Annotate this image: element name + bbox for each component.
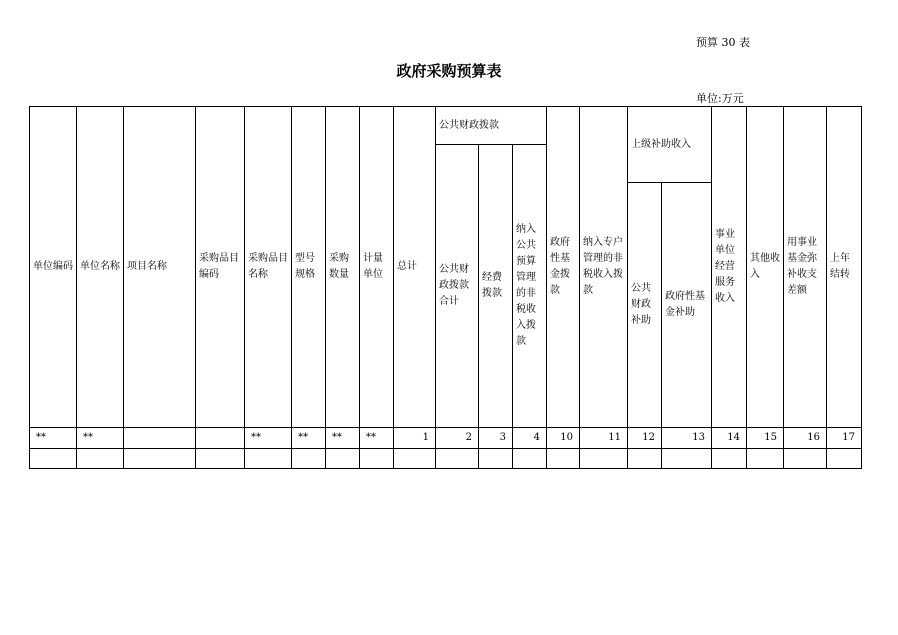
empty-cell [580, 449, 628, 469]
empty-cell [30, 449, 77, 469]
header-spec: 型号规格 [292, 107, 326, 428]
empty-cell [326, 449, 360, 469]
empty-cell [784, 449, 827, 469]
header-qty: 采购数量 [326, 107, 360, 428]
empty-cell [292, 449, 326, 469]
header-other-income: 其他收入 [747, 107, 784, 428]
index-cell [196, 428, 245, 449]
index-cell: 2 [436, 428, 479, 449]
index-cell: 11 [580, 428, 628, 449]
empty-cell [394, 449, 436, 469]
index-cell: ** [360, 428, 394, 449]
index-cell: 1 [394, 428, 436, 449]
header-non-tax: 纳入公共预算管理的非税收入拨款 [513, 145, 547, 428]
empty-cell [513, 449, 547, 469]
empty-cell [360, 449, 394, 469]
empty-cell [712, 449, 747, 469]
index-cell: 12 [628, 428, 662, 449]
header-upper-subsidy: 上级补助收入 [628, 107, 712, 183]
empty-cell [547, 449, 580, 469]
index-cell: 14 [712, 428, 747, 449]
index-cell: 15 [747, 428, 784, 449]
header-project-name: 项目名称 [124, 107, 196, 428]
table-row-empty [30, 449, 862, 469]
index-cell: ** [292, 428, 326, 449]
form-number: 预算 30 表 [696, 36, 750, 49]
table-row-index [30, 428, 862, 449]
index-cell: 13 [662, 428, 712, 449]
header-unit-name: 单位名称 [77, 107, 124, 428]
index-cell: 16 [784, 428, 827, 449]
empty-cell [479, 449, 513, 469]
index-cell: ** [77, 428, 124, 449]
page-title: 政府采购预算表 [396, 62, 502, 80]
header-item-name: 采购品目名称 [245, 107, 292, 428]
header-gov-fund: 政府性基金拨款 [547, 107, 580, 428]
header-public-fiscal-subsidy: 公共财政补助 [628, 183, 662, 428]
unit-label: 单位:万元 [696, 92, 744, 105]
header-unit-code: 单位编码 [30, 107, 77, 428]
procurement-budget-table [29, 106, 862, 469]
index-cell: 3 [479, 428, 513, 449]
header-public-fiscal-total: 公共财政拨款合计 [436, 145, 479, 428]
index-cell: 4 [513, 428, 547, 449]
index-cell: 17 [827, 428, 862, 449]
empty-cell [196, 449, 245, 469]
header-item-code: 采购品目编码 [196, 107, 245, 428]
empty-cell [628, 449, 662, 469]
header-special-non-tax: 纳入专户管理的非税收入拨款 [580, 107, 628, 428]
header-public-fiscal: 公共财政拨款 [436, 107, 547, 145]
empty-cell [827, 449, 862, 469]
header-measure-unit: 计量单位 [360, 107, 394, 428]
index-cell: ** [326, 428, 360, 449]
index-cell: ** [30, 428, 77, 449]
empty-cell [124, 449, 196, 469]
header-gov-fund-subsidy: 政府性基金补助 [662, 183, 712, 428]
empty-cell [747, 449, 784, 469]
empty-cell [662, 449, 712, 469]
empty-cell [436, 449, 479, 469]
empty-cell [77, 449, 124, 469]
index-cell: 10 [547, 428, 580, 449]
index-cell [124, 428, 196, 449]
index-cell: ** [245, 428, 292, 449]
header-total: 总计 [394, 107, 436, 428]
header-expense: 经费拨款 [479, 145, 513, 428]
empty-cell [245, 449, 292, 469]
header-business-income: 事业单位经营服务收入 [712, 107, 747, 428]
header-carryover: 上年结转 [827, 107, 862, 428]
header-fund-balance: 用事业基金弥补收支差额 [784, 107, 827, 428]
